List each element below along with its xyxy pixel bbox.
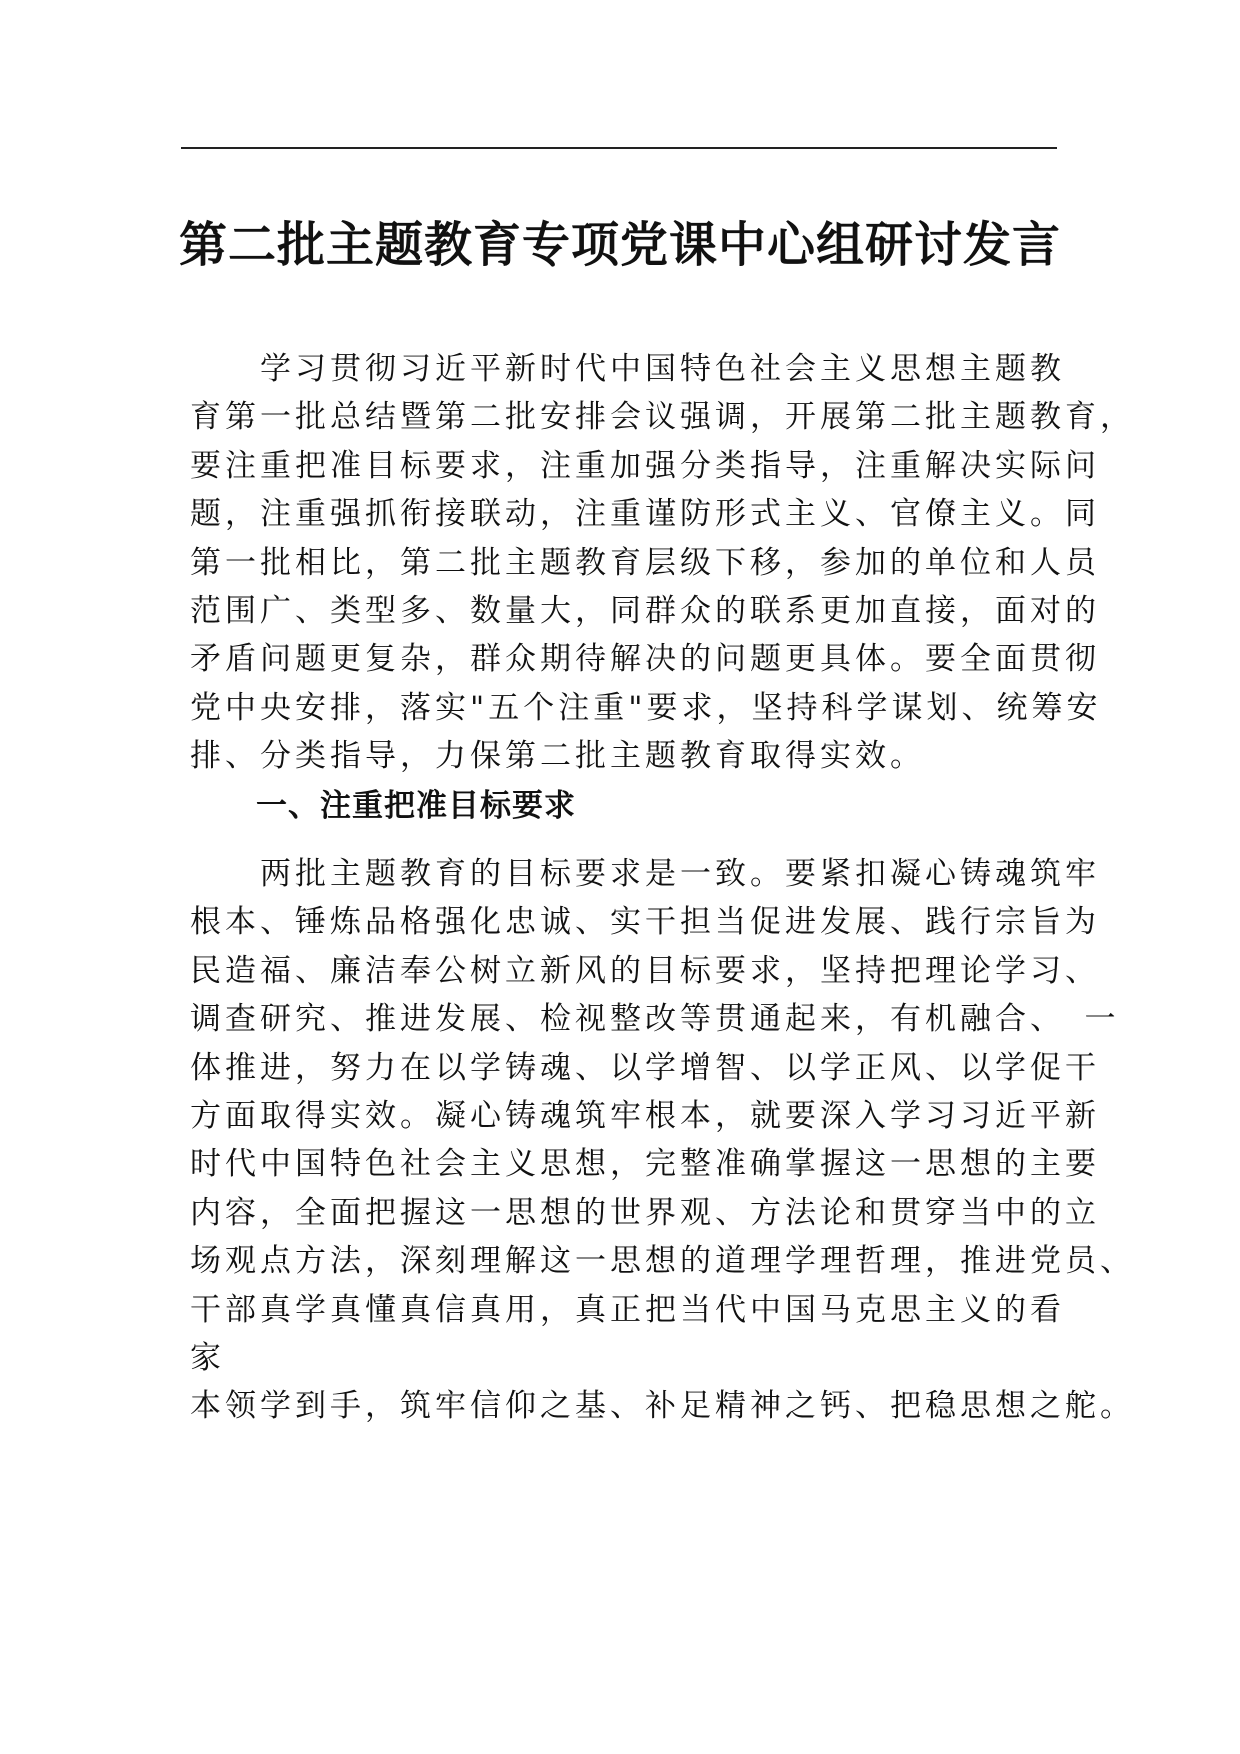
paragraph-line: 根本、锤炼品格强化忠诚、实干担当促进发展、践行宗旨为 (190, 904, 1100, 941)
section1-paragraph (190, 850, 1135, 1431)
paragraph-line: 家 (190, 1340, 225, 1377)
paragraph-line: 调查研究、推进发展、检视整改等贯通起来，有机融合、 一 (190, 1001, 1120, 1038)
paragraph-line: 排、分类指导，力保第二批主题教育取得实效。 (190, 738, 925, 775)
paragraph-line: 党中央安排，落实"五个注重"要求，坚持科学谋划、统筹安 (190, 689, 1102, 726)
document-title: 第二批主题教育专项党课中心组研讨发言 (178, 217, 1061, 273)
paragraph-line: 场观点方法，深刻理解这一思想的道理学理哲理，推进党员、 (190, 1243, 1135, 1280)
paragraph-line: 范围广、类型多、数量大，同群众的联系更加直接，面对的 (190, 593, 1100, 630)
paragraph-line: 本领学到手，筑牢信仰之基、补足精神之钙、把稳思想之舵。 (190, 1388, 1135, 1425)
paragraph-line: 时代中国特色社会主义思想，完整准确掌握这一思想的主要 (190, 1146, 1100, 1183)
paragraph-line: 体推进，努力在以学铸魂、以学增智、以学正风、以学促干 (190, 1049, 1100, 1086)
paragraph-line: 民造福、廉洁奉公树立新风的目标要求，坚持把理论学习、 (190, 952, 1100, 989)
paragraph-line: 学习贯彻习近平新时代中国特色社会主义思想主题教 (190, 351, 1065, 387)
intro-paragraph (190, 345, 1135, 781)
header-rule (181, 147, 1057, 149)
paragraph-line: 育第一批总结暨第二批安排会议强调，开展第二批主题教育， (190, 399, 1135, 436)
paragraph-line: 矛盾问题更复杂，群众期待解决的问题更具体。要全面贯彻 (190, 641, 1100, 678)
paragraph-line: 题，注重强抓衔接联动，注重谨防形式主义、官僚主义。同 (190, 496, 1100, 533)
paragraph-line: 方面取得实效。凝心铸魂筑牢根本，就要深入学习习近平新 (190, 1098, 1100, 1135)
paragraph-line: 第一批相比，第二批主题教育层级下移，参加的单位和人员 (190, 544, 1100, 581)
paragraph-line: 内容，全面把握这一思想的世界观、方法论和贯穿当中的立 (190, 1194, 1100, 1231)
paragraph-line: 干部真学真懂真信真用，真正把当代中国马克思主义的看 (190, 1291, 1065, 1328)
paragraph-line: 两批主题教育的目标要求是一致。要紧扣凝心铸魂筑牢 (190, 856, 1100, 892)
section-heading: 一、注重把准目标要求 (256, 788, 576, 824)
paragraph-line: 要注重把准目标要求，注重加强分类指导，注重解决实际问 (190, 447, 1100, 484)
